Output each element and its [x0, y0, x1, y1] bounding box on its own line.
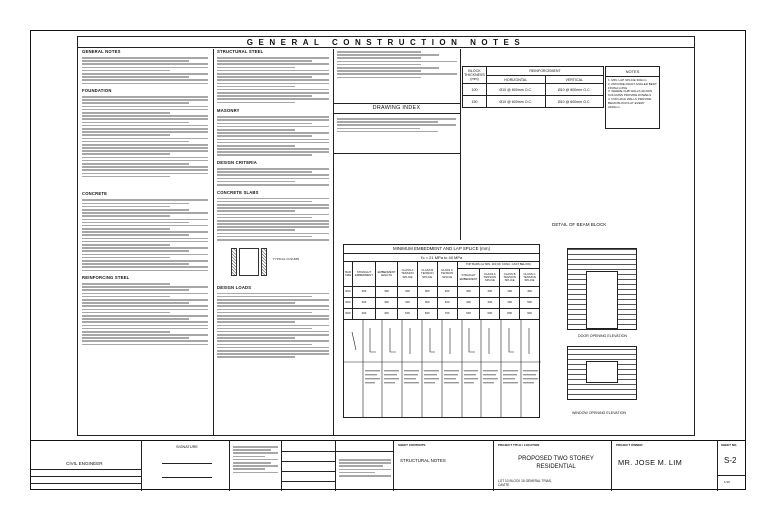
col-header: EMBEDMENT LENGTH — [375, 262, 397, 287]
col-header: STRAIGHT EMBEDMENT — [457, 269, 480, 287]
signature-block — [142, 441, 230, 491]
table-cell: 500 — [520, 298, 540, 309]
horizontal-header: HORIZONTAL — [487, 76, 546, 84]
index-column — [337, 49, 457, 78]
design-loads-heading: DESIGN LOADS — [217, 284, 252, 290]
vertical-header: VERTICAL — [545, 76, 604, 84]
door-elevation-label: DOOR OPENING ELEVATION — [578, 334, 627, 338]
drawn-block — [336, 441, 394, 491]
window-elevation-label: WINDOW OPENING ELEVATION — [572, 411, 626, 415]
splice-sketch-graphics — [344, 320, 541, 418]
sheet-number: S-2 — [724, 456, 737, 465]
col-header: CLASS C TENSION SPLICE — [437, 262, 457, 287]
column-divider — [460, 49, 461, 240]
table-cell: 300 — [417, 287, 437, 298]
signature-heading: SIGNATURE — [176, 445, 198, 449]
col-header: CLASS C TENSION SPLICE — [520, 269, 540, 287]
foundation-heading: FOUNDATION — [82, 88, 112, 94]
note-item: 2. PROVIDE RIGHT ANGLED BENT FINISH LONG — [608, 81, 657, 90]
table-cell: 300 — [353, 298, 376, 309]
table-cell: Ø10 @ 800mm O.C. — [545, 84, 604, 96]
project-location: LOT 10 BLOCK 15 GENERAL TRIAS, CAVITE — [498, 479, 552, 487]
table-cell: 300 — [457, 287, 480, 298]
door-elevation-wall — [567, 248, 637, 330]
door-opening — [586, 271, 618, 329]
table-cell: 300 — [375, 309, 397, 320]
sheet-number-block — [718, 441, 746, 491]
table-cell: Ø10 @ 600mm O.C. — [487, 84, 546, 96]
table-cell: 500 — [457, 309, 480, 320]
general-notes-heading: GENERAL NOTES — [82, 49, 121, 54]
beam-block-title: DETAIL OF BEAM BLOCK — [552, 222, 607, 227]
table-cell: 300 — [353, 287, 376, 298]
reinforcement-header: REINFORCEMENT — [487, 67, 604, 76]
structural-steel-heading: STRUCTURAL STEEL — [217, 49, 264, 54]
concrete-heading: CONCRETE — [82, 191, 108, 197]
sheet-no-label: SHEET NO. — [721, 443, 738, 447]
bar-size-header: BAR SIZE — [344, 262, 353, 287]
table-cell: 300 — [398, 287, 418, 298]
concrete-slabs-heading: CONCRETE SLABS — [217, 189, 259, 195]
reinforcement-notes-box — [605, 66, 660, 129]
owner-label: PROJECT OWNER — [616, 443, 643, 447]
table-cell: 300 — [437, 287, 457, 298]
table-cell: 400 — [520, 287, 540, 298]
table-cell: 400 — [353, 309, 376, 320]
table-cell: 300 — [417, 298, 437, 309]
table-cell: 500 — [398, 309, 418, 320]
sheet-of: 1/10 — [724, 480, 730, 484]
splice-detail-sketches — [343, 320, 540, 418]
table-cell: 150 — [463, 96, 487, 108]
table-cell: 800 — [500, 309, 520, 320]
table-cell: 400 — [500, 287, 520, 298]
top-bars-header: TOP BARS (w/ MIN. 300 OF CONC. CAST BELOW) — [457, 262, 539, 269]
table-cell: Ø10 @ 600mm O.C. — [545, 96, 604, 108]
table-cell: 600 — [480, 309, 500, 320]
project-block — [494, 441, 612, 491]
table-cell: 700 — [437, 309, 457, 320]
masonry-heading: MASONRY — [217, 108, 240, 114]
table-cell: Ø12 — [344, 298, 353, 309]
lap-splice-subtitle: f'c = 21 MPa to 40 MPa — [344, 254, 540, 262]
project-label: PROJECT TITLE / LOCATION — [498, 443, 540, 447]
reinforcing-steel-heading: REINFORCING STEEL — [82, 275, 130, 281]
sheet-title: GENERAL CONSTRUCTION NOTES — [77, 37, 695, 48]
revision-notes-block — [230, 441, 282, 491]
table-cell: 300 — [375, 287, 397, 298]
drawing-index-title: DRAWING INDEX — [333, 104, 460, 114]
table-cell: 400 — [480, 287, 500, 298]
engineer-block — [30, 441, 142, 491]
engineer-heading: CIVIL ENGINEER — [66, 461, 103, 466]
approval-block — [282, 441, 336, 491]
project-title: PROPOSED TWO STOREY RESIDENTIAL — [518, 456, 594, 470]
window-opening — [586, 361, 618, 383]
col-header: CLASS B TENSION SPLICE — [417, 262, 437, 287]
table-cell: 400 — [480, 298, 500, 309]
window-elevation-wall — [567, 346, 637, 400]
general-notes-column — [82, 49, 208, 345]
col-header: CLASS A TENSION SPLICE — [480, 269, 500, 287]
owner-block — [612, 441, 718, 491]
table-cell: Ø10 @ 600mm O.C. — [487, 96, 546, 108]
col-header: CLASS A TENSION SPLICE — [398, 262, 418, 287]
drawing-index-box — [333, 103, 460, 154]
lap-splice-table — [343, 244, 540, 418]
note-item: 1. MIN. LAP SPLICE 300mm — [608, 78, 647, 82]
structural-notes-column — [217, 49, 329, 358]
lap-splice-title: MINIMUM EMBEDMENT AND LAP SPLICE (mm) — [344, 245, 540, 254]
table-cell: Ø16 — [344, 309, 353, 320]
column-divider — [213, 49, 214, 436]
table-cell: 300 — [375, 298, 397, 309]
col-header: STRAIGHT EMBEDMENT — [353, 262, 376, 287]
column-detail-sketch — [217, 246, 329, 282]
table-cell: 400 — [437, 298, 457, 309]
table-cell: Ø10 — [344, 287, 353, 298]
note-item: 4. FOR HIGH WALLS PROVIDE BEAM BLOCKS AT EVERY 2400mm — [608, 96, 652, 109]
table-cell: 400 — [500, 298, 520, 309]
block-reinforcement-table — [462, 66, 604, 108]
table-cell: 300 — [398, 298, 418, 309]
table-cell: 600 — [417, 309, 437, 320]
table-cell: 400 — [457, 298, 480, 309]
table-cell: 900 — [520, 309, 540, 320]
table-cell: 100 — [463, 84, 487, 96]
sheet-contents-block — [394, 441, 494, 491]
block-thickness-header: BLOCK THICKNESS (mm) — [463, 67, 487, 84]
note-item: 3. WHERE CHB WALLS ADJOIN COLUMNS PROVIDE DOWELS — [608, 89, 653, 98]
col-header: CLASS B TENSION SPLICE — [500, 269, 520, 287]
sheet-contents-value: STRUCTURAL NOTES — [400, 458, 446, 463]
sheet-contents-label: SHEET CONTENTS — [398, 443, 426, 447]
drawing-index-list — [333, 114, 460, 134]
owner-name: MR. JOSE M. LIM — [618, 458, 683, 467]
column-label: TYPICAL COLUMN — [273, 256, 300, 261]
design-criteria-heading: DESIGN CRITERIA — [217, 160, 257, 166]
title-block — [30, 440, 746, 490]
reinforcement-notes-title: NOTES — [606, 67, 659, 77]
